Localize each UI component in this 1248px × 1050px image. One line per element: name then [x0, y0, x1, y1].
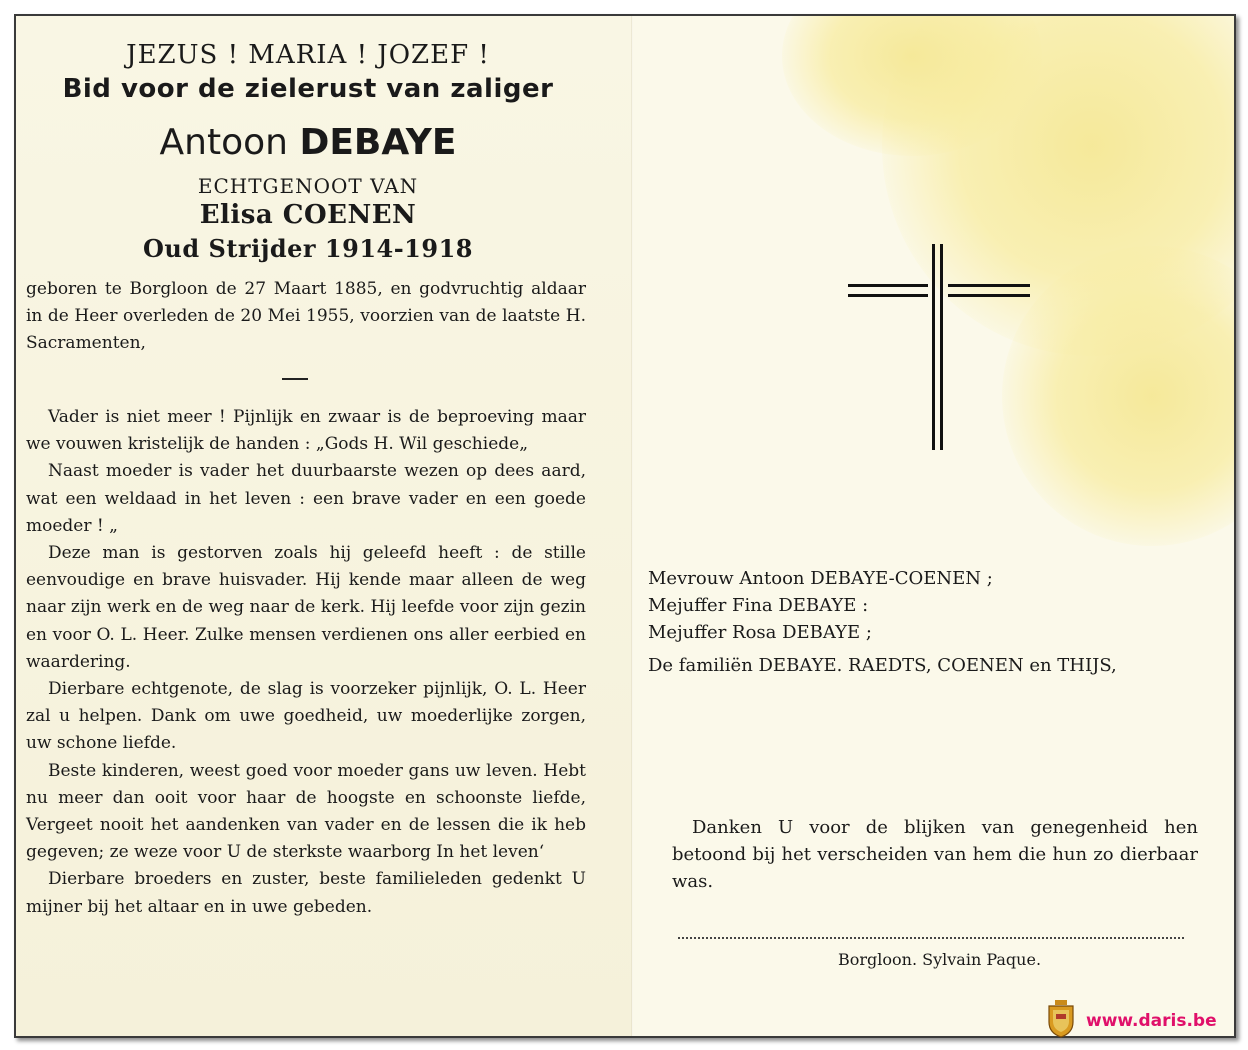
crest-icon [1046, 1000, 1076, 1038]
fold-line [631, 16, 633, 1036]
eulogy-paragraph: Naast moeder is vader het duurbaarste wezen op dees aard, wat een weldaad in het leven : een brave vader en een goede moeder ! „ [26, 461, 586, 536]
biography [26, 276, 586, 357]
cross-icon [834, 232, 1018, 462]
printer-credit: Borgloon. Sylvain Paque. [838, 950, 1042, 969]
deceased-last-name: DEBAYE [299, 122, 457, 163]
watermark[interactable]: www.daris.be [1086, 1011, 1217, 1031]
eulogy [26, 404, 586, 921]
section-divider [282, 378, 308, 380]
thanks [672, 814, 1198, 895]
family-member: Mejuffer Fina DEBAYE : [648, 595, 869, 616]
thanks-text: Danken U voor de blijken van genegenheid hen betoond bij het verscheiden van hem die hun zo dierbaar was. [672, 817, 1198, 892]
family-member: Mejuffer Rosa DEBAYE ; [648, 622, 872, 643]
deceased-first-name: Antoon [159, 122, 288, 163]
dotted-divider [678, 937, 1184, 939]
veteran-line: Oud Strijder 1914-1918 [143, 234, 473, 263]
eulogy-paragraph: Beste kinderen, weest goed voor moeder gans uw leven. Hebt nu meer dan ooit voor haar de hoogste en schoonste liefde, Vergeet nooit het aandenken van vader en de lessen die ik heb gegeven; ze weze voor U de sterkste waarborg In het leven‘ [26, 760, 586, 863]
biography-text: geboren te Borgloon de 27 Maart 1885, en godvruchtig aldaar in de Heer overleden de 20 Mei 1955, voorzien van de laatste H. Sacramenten, [26, 279, 586, 353]
eulogy-paragraph: Vader is niet meer ! Pijnlijk en zwaar is de beproeving maar we vouwen kristelijk de handen : „Gods H. Wil geschiede„ [26, 407, 586, 455]
family-member: Mevrouw Antoon DEBAYE-COENEN ; [648, 568, 993, 589]
family-list [648, 565, 1208, 679]
family-member: De familiën DEBAYE. RAEDTS, COENEN en THIJS, [648, 655, 1117, 676]
eulogy-paragraph: Dierbare echtgenote, de slag is voorzeker pijnlijk, O. L. Heer zal u helpen. Dank om uwe goedheid, uw moederlijke zorgen, uw schone liefde. [26, 679, 586, 754]
invocation: JEZUS ! MARIA ! JOZEF ! [126, 40, 490, 70]
eulogy-paragraph: Dierbare broeders en zuster, beste familieleden gedenkt U mijner bij het altaar en in uwe gebeden. [26, 869, 586, 917]
eulogy-paragraph: Deze man is gestorven zoals hij geleefd heeft : de stille eenvoudige en brave huisvader. Hij kende maar alleen de weg naar zijn werk en de weg naar de kerk. Hij leefde voor zijn gezin en voor O. L. Heer. Zulke mensen verdienen ons aller eerbied en waardering. [26, 543, 586, 672]
spouse-name: Elisa COENEN [199, 200, 417, 230]
deceased-name [0, 122, 616, 163]
prayer-line: Bid voor de zielerust van zaliger [62, 74, 554, 104]
spouse-label: ECHTGENOOT VAN [197, 174, 419, 198]
